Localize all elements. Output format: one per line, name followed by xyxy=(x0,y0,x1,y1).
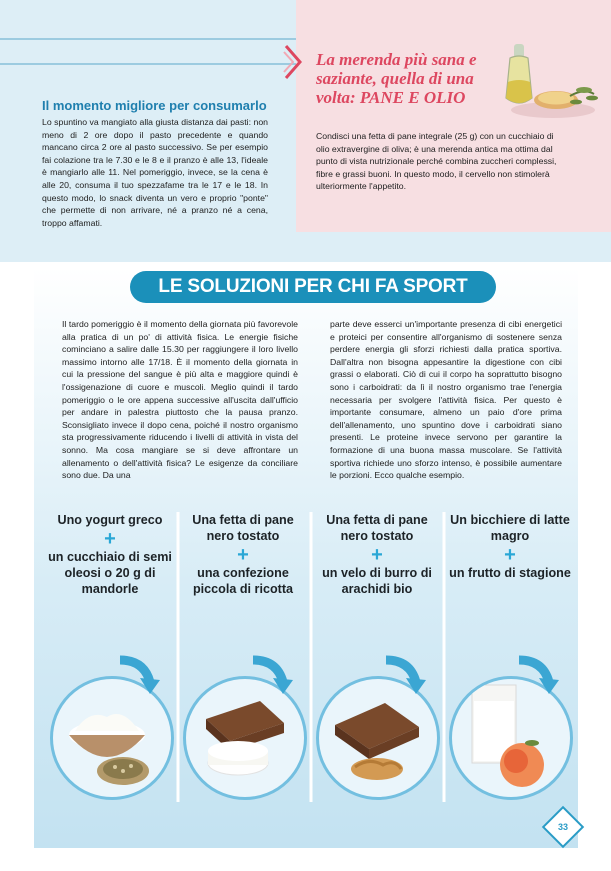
yogurt-and-seeds-image xyxy=(50,676,174,800)
plus-sign: + xyxy=(104,528,116,550)
curved-arrow-icon xyxy=(116,654,162,694)
top-stripe xyxy=(0,38,296,40)
snack-card-3 xyxy=(314,512,440,597)
snack-addition: un cucchiaio di semi oleosi o 20 g di mandorle xyxy=(48,550,172,596)
divider xyxy=(307,512,315,802)
page-number: 33 xyxy=(557,822,568,832)
snack-card-2 xyxy=(180,512,306,597)
oil-and-bread-image xyxy=(498,38,598,120)
tip-title: La merenda più sana e saziante, quella di una volta: PANE E OLIO xyxy=(316,50,477,107)
sport-text-col2: parte deve esserci un'importante presenza di cibi energetici e proteici per consentire all'organismo di sostenere senza perdere energia gli sforzi richiesti dalla pratica sportiva. Dall'altra non bisogna appesantire la digestione con cibi grassi o elaborati. Ciò di cui il corpo ha soprattutto bisogno sono i carboidrati: da lì il nostro organismo trae l'energia necessaria per svolgere l'attività fisica. Per questo è importante consumare, almeno un paio d'ore prima dell'allenamento, uno spuntino dove i carboidrati siano presenti. Le proteine invece servono per garantire la formazione di una buona massa muscolare. Se l'attività sportiva richiede uno sforzo intenso, è possibile aumentare le porzioni. Ecco qualche esempio. xyxy=(330,319,562,481)
sport-banner-title: LE SOLUZIONI PER CHI FA SPORT xyxy=(130,271,496,303)
snack-card-4 xyxy=(447,512,573,581)
plus-sign: + xyxy=(371,544,383,566)
tip-body: Condisci una fetta di pane integrale (25 g) con un cucchiaio di olio extravergine di oliva; è una merenda antica ma ottima dal punto di vista nutrizionale perché combina zuccheri complessi, fibre e grassi buoni. In questo modo, il cervello non stimolerà ulteriormente l'appetito. xyxy=(316,131,557,192)
chevron-right-icon xyxy=(282,42,306,82)
section-body: Lo spuntino va mangiato alla giusta distanza dai pasti: non meno di 2 ore dopo il pasto precedente e quando mancano circa 2 ore al pasto successivo. Se per esempio fai colazione tra le 7.30 e le 8 e il pranzo è alle 13, l'ideale è mangiarlo alle 11. Nel pomeriggio, invece, se la cena è alle 20, consuma il tuo spezzafame tra le 17 e le 18. In questo modo, lo snack diventa un vero e proprio "ponte" che permette di non arrivare, né a pranzo né a cena, troppo affamati. xyxy=(42,117,268,228)
snack-main: Un bicchiere di latte magro xyxy=(450,513,570,543)
snack-addition: un velo di burro di arachidi bio xyxy=(322,566,432,596)
bread-and-ricotta-image xyxy=(183,676,307,800)
sport-text-col1: Il tardo pomeriggio è il momento della giornata più favorevole alla pratica di un po' di attività fisica. Le energie fisiche cominciano a salire dalle 15.30 per raggiungere il loro livello massimo intorno alle 17/18. È il momento della giornata in cui la pressione del sangue è più alta e maggiore quindi è l'ossigenazione di cuore e muscoli. Meglio quindi il tardo pomeriggio o le ore appena successive all'uscita dall'ufficio per andare in palestra piuttosto che la pausa pranzo. Sconsigliato invece il dopo cena, poiché il nostro organismo sta progressivamente riducendo i livelli di attività in vista del sonno. Ma cosa mangiare se si deve affrontare un allenamento o dell'attività fisica? Le esigenze da conciliare sono due. Da una xyxy=(62,319,298,481)
snack-addition: un frutto di stagione xyxy=(449,566,571,580)
snack-addition: una confezione piccola di ricotta xyxy=(192,566,294,596)
milk-and-peach-image xyxy=(449,676,573,800)
snack-main: Una fetta di pane nero tostato xyxy=(192,513,294,543)
curved-arrow-icon xyxy=(515,654,561,694)
section-heading: Il momento migliore per consumarlo xyxy=(42,98,267,113)
snack-main: Una fetta di pane nero tostato xyxy=(326,513,428,543)
curved-arrow-icon xyxy=(382,654,428,694)
divider xyxy=(440,512,448,802)
curved-arrow-icon xyxy=(249,654,295,694)
top-stripe xyxy=(0,63,296,65)
bread-and-peanut-butter-image xyxy=(316,676,440,800)
plus-sign: + xyxy=(237,544,249,566)
snack-card-1 xyxy=(47,512,173,597)
snack-main: Uno yogurt greco xyxy=(57,513,163,527)
divider xyxy=(174,512,182,802)
plus-sign: + xyxy=(504,544,516,566)
